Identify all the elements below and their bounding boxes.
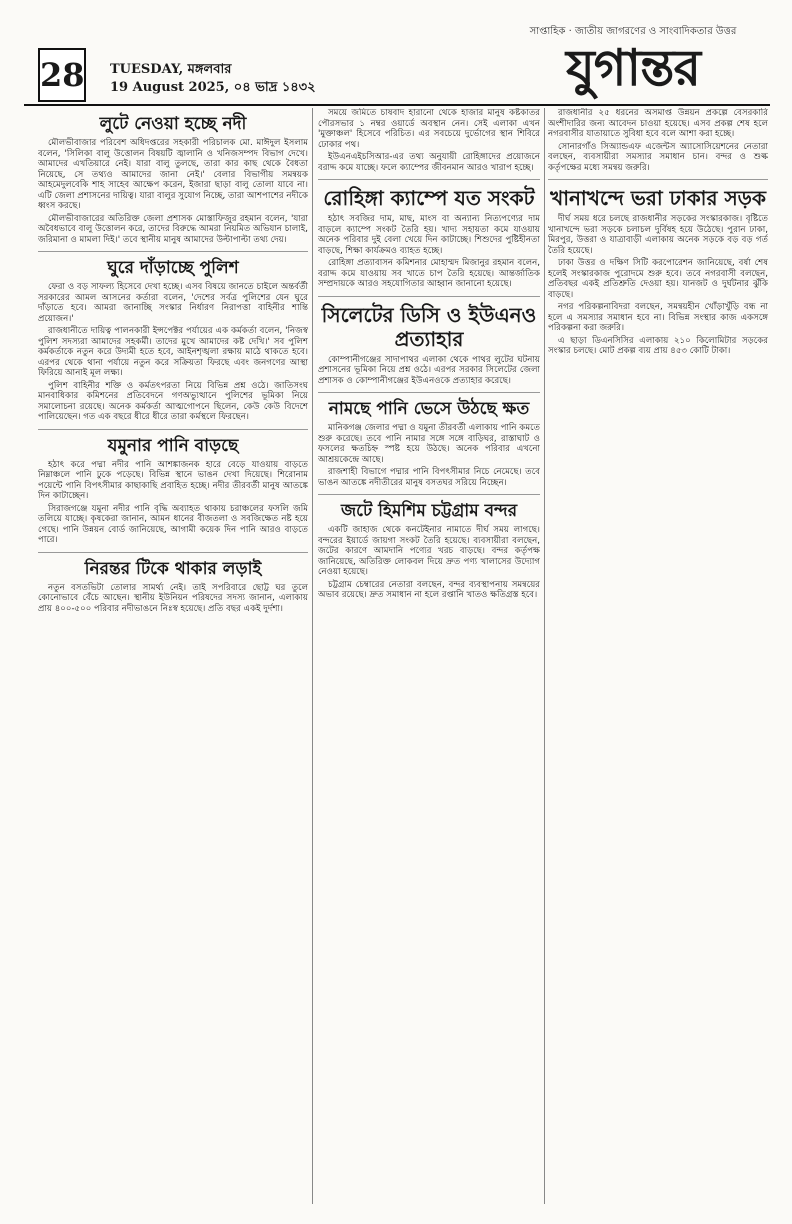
date-label: 19 August 2025, ০৪ ভাদ্র ১৪৩২ — [110, 80, 316, 95]
article-paragraph: রোহিঙ্গা প্রত্যাবাসন কমিশনার মোহাম্মদ মিজানুর রহমান বলেন, বরাদ্দ কমে যাওয়ায় সব খাতে চাপ তৈরি হয়েছে। আন্তর্জাতিক সম্প্রদায়কে আরও সহযোগিতার আহ্বান জানানো হয়েছে। — [318, 258, 540, 289]
article-paragraph: এ ছাড়া ডিএনসিসির এলাকায় ২১০ কিলোমিটার সড়কের সংস্কার চলছে। মোট প্রকল্প ব্যয় প্রায় ৪৫৩ কোটি টাকা। — [548, 335, 768, 356]
headline-rivers-looted: লুটে নেওয়া হচ্ছে নদী — [99, 114, 247, 134]
article-paragraph: হঠাৎ করে পদ্মা নদীর পানি আশঙ্কাজনক হারে বেড়ে যাওয়ায় বাড়তে নিম্নাঞ্চলে পানি ঢুকে পড়েছে। বিভিন্ন স্থানে ভাঙন দেখা দিয়েছে। শিরোনাম পয়েন্টে পানি বিপৎসীমার কাছাকাছি প্রবাহিত হচ্ছে। নদীর তীরবর্তী মানুষ আতঙ্কে দিন কাটাচ্ছেন। — [38, 459, 308, 501]
divider — [548, 179, 768, 180]
article-paragraph: চট্টগ্রাম চেম্বারের নেতারা বলছেন, বন্দর ব্যবস্থাপনায় সমন্বয়ের অভাব রয়েছে। দ্রুত সমাধান না হলে রপ্তানি খাতও ক্ষতিগ্রস্ত হবে। — [318, 579, 540, 600]
article-paragraph: ইউএনএইচসিআর-এর তথ্য অনুযায়ী রোহিঙ্গাদের প্রয়োজনে বরাদ্দ কমে যাচ্ছে। ফলে ক্যাম্পের জীবনমান আরও খারাপ হচ্ছে। — [318, 152, 540, 173]
article-paragraph: রাজধানীতে দায়িত্ব পালনকারী ইন্সপেক্টর পর্যায়ের এক কর্মকর্তা বলেন, 'নিজস্ব পুলিশ সদস্যরা আমাদের সহকর্মী। তাদের মুখে আমাদের কষ্ট দেখি।' সব পুলিশ কর্মকর্তাকে নতুন করে উদ্যমী হতে হবে, আইনশৃঙ্খলা রক্ষায় মাঠে থাকতে হবে। এরপর থেকে থানা পর্যায়ে নতুন করে সক্রিয়তা ফিরছে এবং জনগণের আস্থা ফিরিয়ে আনাই মূল লক্ষ্য। — [38, 326, 308, 378]
column-1 — [38, 108, 308, 1208]
masthead-tagline: সাপ্তাহিক · জাতীয় জাগরণের ও সাংবাদিকতার উত্তর — [529, 26, 737, 37]
newspaper-logo: যুগান্তর — [565, 38, 701, 97]
article-paragraph: সময়ে জমিতে চাষবাদ হারানো থেকে হাজার মানুষ কষ্টকাতর পৌরসভার ১ নম্বর ওয়ার্ডে অবস্থান নেন। সেই এলাকা এখন 'মুক্তাঞ্চল' হিসেবে পরিচিত। এর সবচেয়ে দুর্ভোগের স্থান শিবিরে ঢোকার পথ। — [318, 108, 540, 150]
page-number: 28 — [38, 48, 86, 102]
article-paragraph: একটি জাহাজ থেকে কনটেইনার নামাতে দীর্ঘ সময় লাগছে। বন্দরের ইয়ার্ডে জায়গা সংকট তৈরি হয়েছে। ব্যবসায়ীরা বলছেন, জটের কারণে আমদানি পণ্যের খরচ বাড়ছে। বন্দর কর্তৃপক্ষ জানিয়েছে, অতিরিক্ত লোকবল দিয়ে দ্রুত পণ্য খালাসের উদ্যোগ নেওয়া হয়েছে। — [318, 525, 540, 577]
masthead — [518, 18, 748, 98]
headline-water-receding: নামছে পানি ভেসে উঠছে ক্ষত — [328, 399, 530, 419]
divider — [318, 392, 540, 393]
headline-rohingya-crisis: রোহিঙ্গা ক্যাম্পে যত সংকট — [323, 186, 535, 210]
article-paragraph: নগর পরিকল্পনাবিদরা বলছেন, সমন্বয়হীন খোঁড়াখুঁড়ি বন্ধ না হলে এ সমস্যার সমাধান হবে না। বিভিন্ন সংস্থার কাজ একসঙ্গে পরিকল্পনা করা জরুরি। — [548, 302, 768, 333]
article-paragraph: হঠাৎ সবজির দাম, মাছ, মাংস বা অন্যান্য নিত্যপণ্যের দাম বাড়লে ক্যাম্পে সংকট তৈরি হয়। খাদ্য সহায়তা কমে যাওয়ায় অনেক পরিবার দুই বেলা খেয়ে দিন কাটাচ্ছে। শিশুদের পুষ্টিহীনতা বাড়ছে, শিক্ষা কার্যক্রমও ব্যাহত হচ্ছে। — [318, 214, 540, 256]
article-paragraph: সোনারগাঁও সিঅ্যান্ডএফ এজেন্টস অ্যাসোসিয়েশনের নেতারা বলছেন, ব্যবসায়ীরা সমস্যার সমাধান চান। বন্দর ও শুল্ক কর্তৃপক্ষের মধ্যে সমন্বয় জরুরি। — [548, 141, 768, 173]
headline-police-recovering: ঘুরে দাঁড়াচ্ছে পুলিশ — [107, 258, 239, 278]
column-divider — [312, 108, 313, 1204]
divider — [38, 429, 308, 430]
page-header — [24, 12, 772, 106]
headline-jamuna-rising: যমুনার পানি বাড়ছে — [107, 435, 239, 456]
article-paragraph: ফেরা ও বড় সাফল্য হিসেবে দেখা হচ্ছে। এসব বিষয়ে জানতে চাইলে অন্তর্বর্তী সরকারের আমল আসনের কর্তারা বলেন, 'দেশের সর্বত্র পুলিশের যেন ঘুরে দাঁড়াতে হবে। আমরা জানাচ্ছি সংস্কার নির্ধারণ নিরাপত্তা বাহিনীর শান্তি প্রয়োজন।' — [38, 282, 308, 324]
headline-dhaka-roads: খানাখন্দে ভরা ঢাকার সড়ক — [550, 186, 766, 210]
divider — [38, 552, 308, 553]
headline-survival-struggle: নিরন্তর টিকে থাকার লড়াই — [84, 558, 262, 579]
column-3 — [548, 108, 768, 1208]
divider — [38, 251, 308, 252]
article-paragraph: রাজশাহী বিভাগে পদ্মার পানি বিপৎসীমার নিচে নেমেছে। তবে ভাঙন আতঙ্কে নদীতীরের মানুষ বসতঘর সরিয়ে নিচ্ছেন। — [318, 467, 540, 488]
article-paragraph: রাজধানীর ২৫ ধরনের অসমাপ্ত উন্নয়ন প্রকল্পে বেসরকারি অংশীদারির জন্য আবেদন চাওয়া হয়েছে। এসব প্রকল্প শেষ হলে নগরবাসীর যাতায়াতে সুবিধা হবে বলে আশা করা হচ্ছে। — [548, 108, 768, 139]
column-divider — [544, 108, 545, 1204]
article-paragraph: মানিকগঞ্জ জেলার পদ্মা ও যমুনা তীরবর্তী এলাকায় পানি কমতে শুরু করেছে। তবে পানি নামার সঙ্গে সঙ্গে বাড়িঘর, রাস্তাঘাট ও ফসলের ক্ষতচিহ্ন স্পষ্ট হয়ে উঠছে। অনেক পরিবার এখনো আশ্রয়কেন্দ্রে আছে। — [318, 423, 540, 465]
article-paragraph: কোম্পানীগঞ্জের সাদাপাথর এলাকা থেকে পাথর লুটের ঘটনায় প্রশাসনের ভূমিকা নিয়ে প্রশ্ন ওঠে। এরপর সরকার সিলেটের জেলা প্রশাসক ও কোম্পানীগঞ্জের ইউএনওকে প্রত্যাহার করেছে। — [318, 354, 540, 386]
article-paragraph: পুলিশ বাহিনীর শক্তি ও কর্মতৎপরতা নিয়ে বিভিন্ন প্রশ্ন ওঠে। জাতিসংঘ মানবাধিকার কমিশনের প্রতিবেদনে গণঅভ্যুত্থানে পুলিশের ভূমিকা নিয়ে সমালোচনা রয়েছে। অনেক কর্মকর্তা আত্মগোপনে ছিলেন, কেউ কেউ বিদেশে পালিয়েছেন। গত এক বছরে ধীরে ধীরে তারা কর্মস্থলে ফিরছেন। — [38, 380, 308, 422]
article-paragraph: মৌলভীবাজার পরিবেশ অধিদপ্তরের সহকারী পরিচালক মো. মাঈদুল ইসলাম বলেন, 'সিলিকা বালু উত্তোলন বিষয়টি জ্বালানি ও খনিজসম্পদ বিভাগ দেখে। আমাদের এখতিয়ারে নেই। যারা বালু তুলছে, তারা কার কাছ থেকে বৈধতা নিয়েছে, সে তথ্যও আমাদের জানা নেই।' বেলার বিভাগীয় সমন্বয়ক আহমেদুলবেকি শাহ সাহেব আক্ষেপ করেন, ইজারা ছাড়া বালু তোলা যাবে না। এটি জেলা প্রশাসনের দায়িত্ব। যারা বালুর সুযোগ নিচ্ছে, তারা আশপাশের নদীকে ধ্বংস করছে। — [38, 138, 308, 211]
divider — [318, 296, 540, 297]
headline-sylhet-dc-withdrawn: সিলেটের ডিসি ও ইউএনও প্রত্যাহার — [321, 302, 537, 351]
article-paragraph: ঢাকা উত্তর ও দক্ষিণ সিটি করপোরেশন জানিয়েছে, বর্ষা শেষ হলেই সংস্কারকাজ পুরোদমে শুরু হবে। তবে নগরবাসী বলছেন, প্রতিবছর একই প্রতিশ্রুতি দেওয়া হয়। যানজট ও দুর্ঘটনার ঝুঁকি বাড়ছে। — [548, 258, 768, 300]
headline-ctg-port-jam: জটে হিমশিম চট্টগ্রাম বন্দর — [340, 501, 518, 521]
article-paragraph: মৌলভীবাজারের অতিরিক্ত জেলা প্রশাসক মোস্তাফিজুর রহমান বলেন, 'যারা অবৈধভাবে বালু উত্তোলন করে, তাদের বিরুদ্ধে আমরা নিয়মিত অভিযান চালাই, জরিমানা ও মামলা দিই।' তবে স্থানীয় মানুষ আমাদের উল্টাপাল্টা তথ্য দেয়। — [38, 213, 308, 245]
divider — [318, 494, 540, 495]
day-label: TUESDAY, মঙ্গলবার — [110, 62, 232, 77]
divider — [318, 179, 540, 180]
column-2 — [318, 108, 540, 1208]
header-rule — [24, 104, 770, 106]
article-paragraph: দীর্ঘ সময় ধরে চলছে রাজধানীর সড়কের সংস্কারকাজ। বৃষ্টিতে খানাখন্দে ভরা সড়কে চলাচল দুর্বিষহ হয়ে উঠেছে। পুরান ঢাকা, মিরপুর, উত্তরা ও যাত্রাবাড়ী এলাকায় অনেক সড়কে বড় বড় গর্ত তৈরি হয়েছে। — [548, 214, 768, 256]
article-paragraph: সিরাজগঞ্জে যমুনা নদীর পানি বৃদ্ধি অব্যাহত থাকায় চরাঞ্চলের ফসলি জমি তলিয়ে যাচ্ছে। কৃষকেরা জানান, আমন ধানের বীজতলা ও সবজিক্ষেত নষ্ট হয়ে গেছে। পানি উন্নয়ন বোর্ড জানিয়েছে, আগামী কয়েক দিন পানি আরও বাড়তে পারে। — [38, 503, 308, 545]
article-paragraph: নতুন বসতভিটা তোলার সামর্থ্য নেই। তাই সপরিবারে ছোট্ট ঘর তুলে কোনোভাবে বেঁচে আছেন। স্থানীয় ইউনিয়ন পরিষদের সদস্য জানান, এলাকায় প্রায় ৪০০-৫০০ পরিবার নদীভাঙনে নিঃস্ব হয়েছে। প্রতি বছর একই দুর্দশা। — [38, 582, 308, 614]
